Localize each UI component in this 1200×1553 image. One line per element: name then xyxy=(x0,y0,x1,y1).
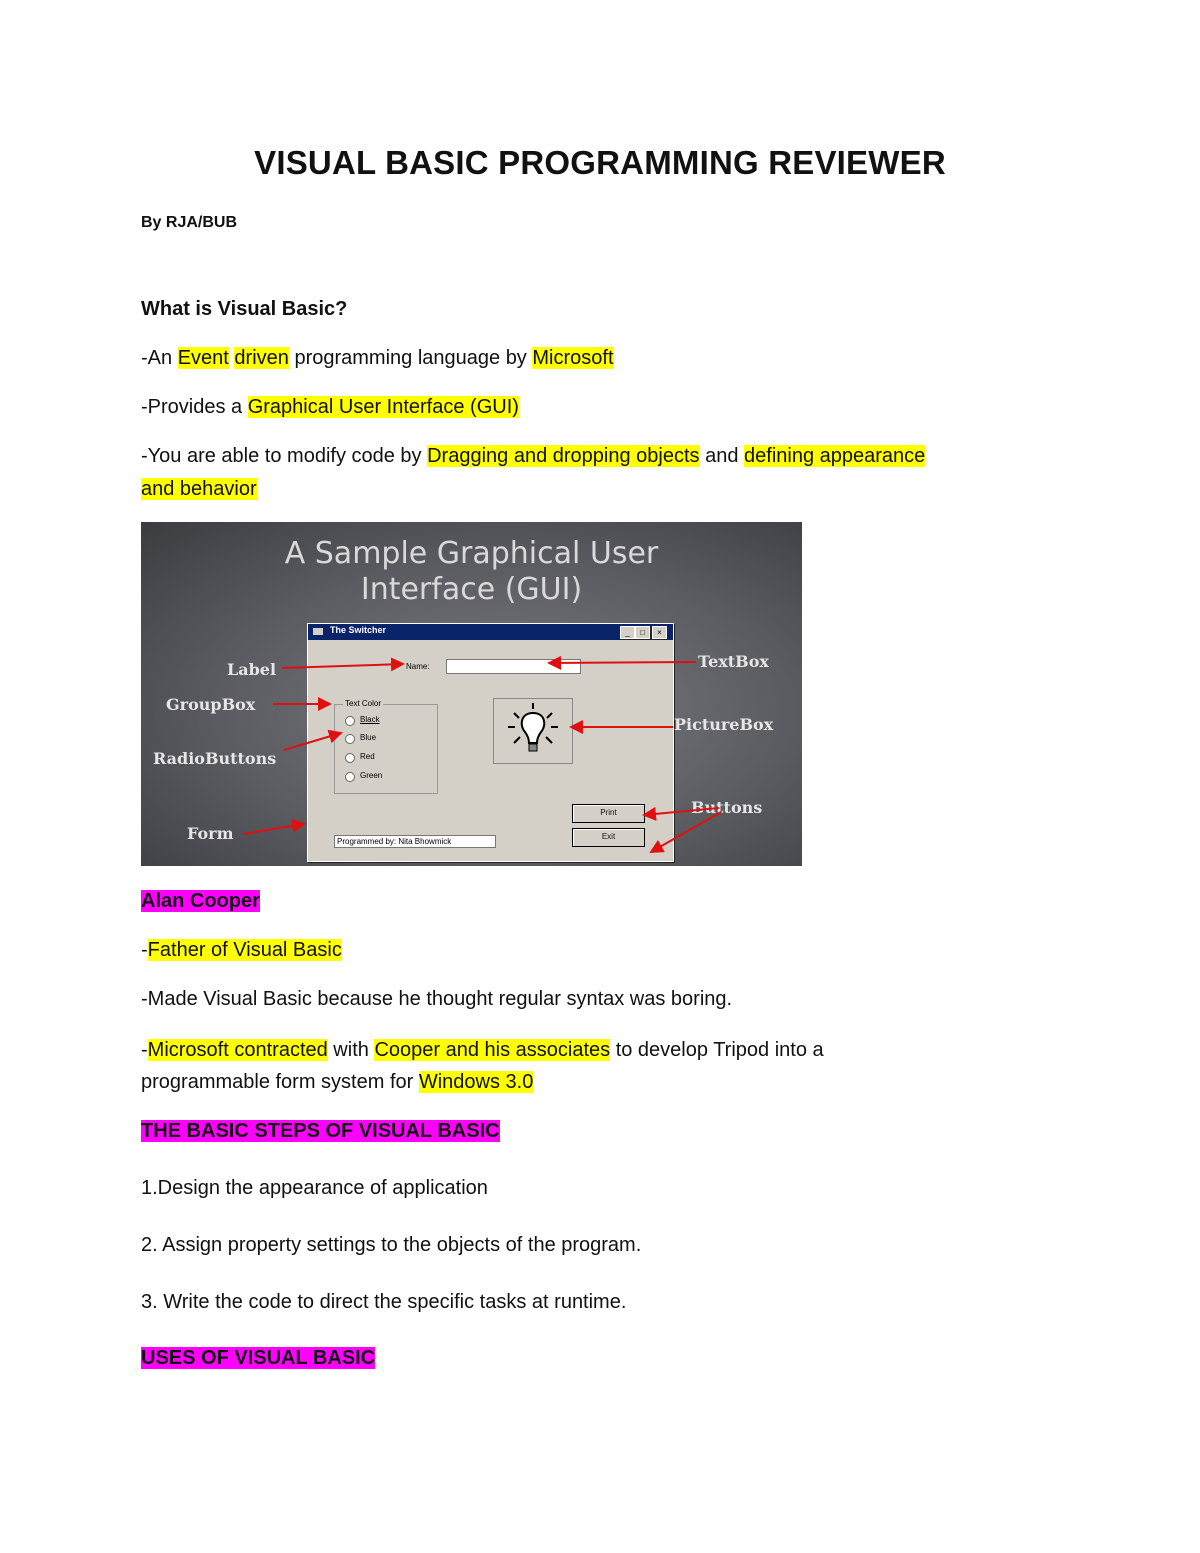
father-line xyxy=(141,939,342,962)
status-label: Programmed by: Nita Bhowmick xyxy=(334,835,496,848)
text-span: programming language by xyxy=(288,347,533,369)
callout-textbox: TextBox xyxy=(698,652,769,671)
section-heading-what-is: What is Visual Basic? xyxy=(141,298,348,320)
highlight-behavior: and behavior xyxy=(141,478,257,500)
step-item: 1.Design the appearance of application xyxy=(141,1177,488,1199)
highlight-driven: driven xyxy=(234,347,289,369)
minimize-icon[interactable]: _ xyxy=(620,626,635,639)
arrow-textbox xyxy=(549,662,696,663)
arrow-buttons-print xyxy=(644,808,719,815)
modify-line-continued xyxy=(141,478,257,501)
contract-line-continued xyxy=(141,1071,533,1094)
radio-label: Red xyxy=(360,752,375,761)
text-span: with xyxy=(327,1039,375,1061)
text-span: -An xyxy=(141,347,178,369)
byline: By RJA/BUB xyxy=(141,214,238,231)
callout-buttons: Buttons xyxy=(691,798,763,817)
exit-button[interactable]: Exit xyxy=(572,828,645,847)
callout-form: Form xyxy=(187,824,234,843)
figure-title-line2: Interface (GUI) xyxy=(360,572,583,607)
arrow-buttons-exit xyxy=(651,812,721,852)
highlight-cooper-associates: Cooper and his associates xyxy=(374,1039,611,1061)
groupbox-label: Text Color xyxy=(345,699,382,708)
text-span: and xyxy=(699,445,745,467)
maximize-icon[interactable]: □ xyxy=(635,626,650,639)
radio-label: Black xyxy=(360,715,380,724)
step-item: 3. Write the code to direct the specific tasks at runtime. xyxy=(141,1291,627,1313)
highlight-event: Event xyxy=(177,347,229,369)
radio-label: Blue xyxy=(360,733,377,742)
definition-line xyxy=(141,347,614,370)
cooper-heading xyxy=(141,890,260,913)
text-span: -You are able to modify code by xyxy=(141,445,428,467)
text-span: - xyxy=(141,1039,148,1061)
print-button[interactable]: Print xyxy=(572,804,645,823)
gui-sample-figure xyxy=(141,522,802,866)
highlight-father: Father of Visual Basic xyxy=(147,939,342,961)
callout-label: Label xyxy=(227,660,277,679)
close-icon[interactable]: × xyxy=(652,626,667,639)
highlight-steps-heading: THE BASIC STEPS OF VISUAL BASIC xyxy=(141,1120,500,1142)
arrow-radiobuttons xyxy=(284,733,341,750)
callout-radiobuttons: RadioButtons xyxy=(153,749,277,768)
highlight-alan-cooper: Alan Cooper xyxy=(141,890,260,912)
radio-label: Green xyxy=(360,771,383,780)
text-span: -Provides a xyxy=(141,396,248,418)
callout-arrows xyxy=(141,522,802,866)
page-title: VISUAL BASIC PROGRAMMING REVIEWER xyxy=(254,144,946,181)
gui-line xyxy=(141,396,519,419)
highlight-gui: Graphical User Interface (GUI) xyxy=(247,396,519,418)
arrow-label xyxy=(282,664,403,668)
arrow-form xyxy=(243,824,304,834)
highlight-microsoft: Microsoft xyxy=(532,347,614,369)
figure-title-line1: A Sample Graphical User xyxy=(284,536,659,571)
contract-line xyxy=(141,1039,824,1062)
modify-line xyxy=(141,445,925,468)
highlight-uses-heading: USES OF VISUAL BASIC xyxy=(141,1347,376,1369)
text-span: - xyxy=(141,939,148,961)
highlight-windows-3: Windows 3.0 xyxy=(418,1071,534,1093)
callout-groupbox: GroupBox xyxy=(166,695,256,714)
highlight-defining-appearance: defining appearance xyxy=(744,445,926,467)
text-span: to develop Tripod into a xyxy=(610,1039,824,1061)
text-span: programmable form system for xyxy=(141,1071,419,1093)
callout-picturebox: PictureBox xyxy=(674,715,774,734)
highlight-microsoft-contracted: Microsoft contracted xyxy=(147,1039,328,1061)
name-label: Name: xyxy=(406,662,430,671)
steps-heading xyxy=(141,1120,500,1143)
made-line: -Made Visual Basic because he thought regular syntax was boring. xyxy=(141,988,733,1010)
uses-heading xyxy=(141,1347,375,1370)
step-item: 2. Assign property settings to the objects of the program. xyxy=(141,1234,642,1256)
highlight-drag-drop: Dragging and dropping objects xyxy=(427,445,700,467)
window-title: The Switcher xyxy=(330,625,387,635)
